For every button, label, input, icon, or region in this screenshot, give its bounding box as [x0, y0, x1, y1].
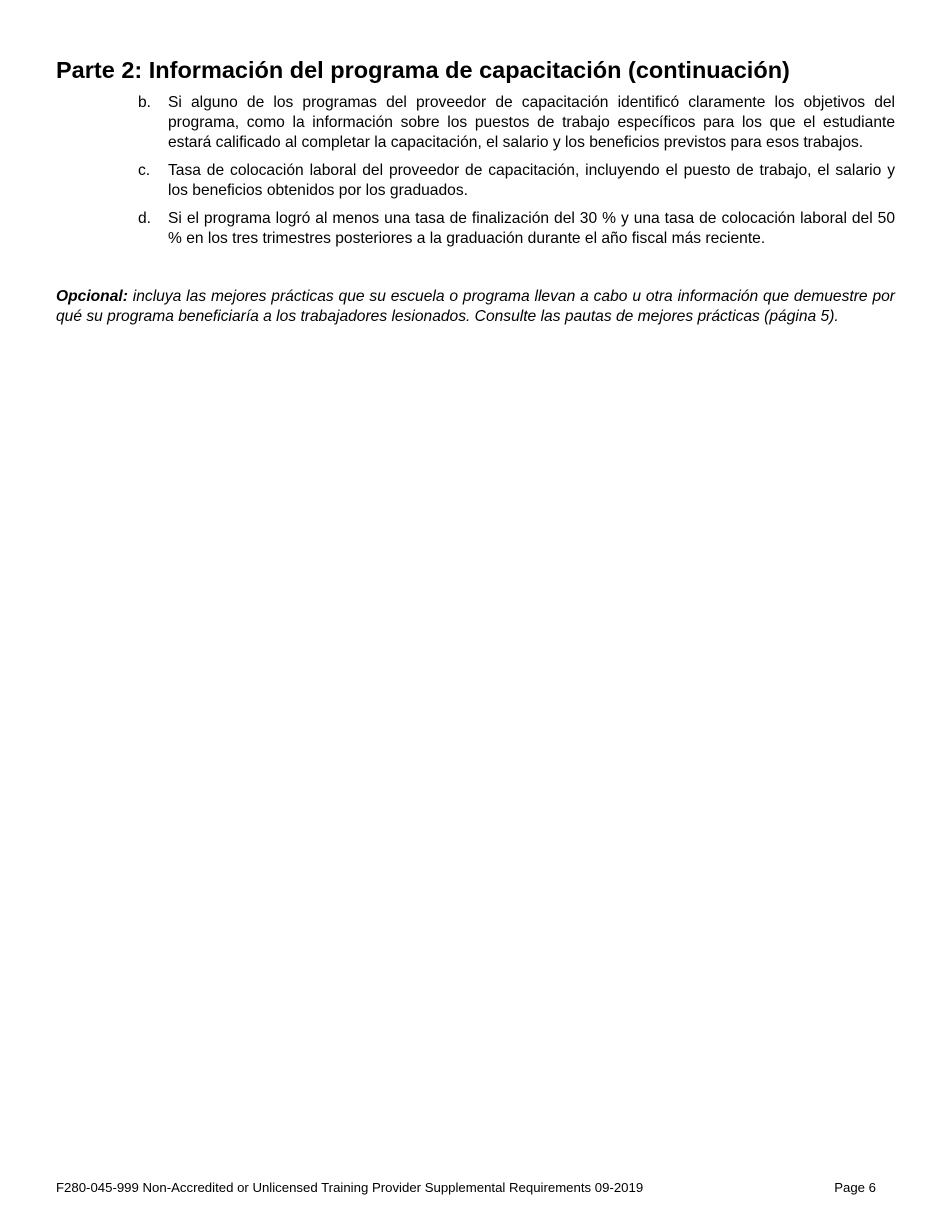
optional-text: incluya las mejores prácticas que su escuela o programa llevan a cabo u otra información que demuestre por qué su programa beneficiaría a los trabajadores lesionados. Consulte las pautas de mejores prácticas (página 5).: [56, 288, 895, 325]
list-item: [138, 161, 895, 201]
optional-note: [56, 287, 895, 327]
page-title: Parte 2: Información del programa de capacitación (continuación): [56, 57, 790, 83]
list-item-text: Tasa de colocación laboral del proveedor de capacitación, incluyendo el puesto de trabajo, el salario y los beneficios obtenidos por los graduados.: [168, 162, 895, 199]
criteria-list: [138, 93, 895, 257]
list-item: [138, 93, 895, 153]
list-item-text: Si el programa logró al menos una tasa de finalización del 30 % y una tasa de colocación laboral del 50 % en los tres trimestres posteriores a la graduación durante el año fiscal más reciente.: [168, 210, 895, 247]
list-item-text: Si alguno de los programas del proveedor de capacitación identificó claramente los objetivos del programa, como la información sobre los puestos de trabajo específicos para los que el estudiante estará calificado al completar la capacitación, el salario y los beneficios previstos para esos trabajos.: [168, 94, 895, 151]
footer-document-id: F280-045-999 Non-Accredited or Unlicensed Training Provider Supplemental Requirements 09-2019: [56, 1180, 644, 1195]
list-item-marker: c.: [138, 162, 151, 179]
list-item-marker: b.: [138, 94, 152, 111]
footer-page-number: Page 6: [834, 1180, 876, 1195]
optional-label: Opcional:: [56, 288, 128, 305]
list-item-marker: d.: [138, 210, 152, 227]
list-item: [138, 209, 895, 249]
